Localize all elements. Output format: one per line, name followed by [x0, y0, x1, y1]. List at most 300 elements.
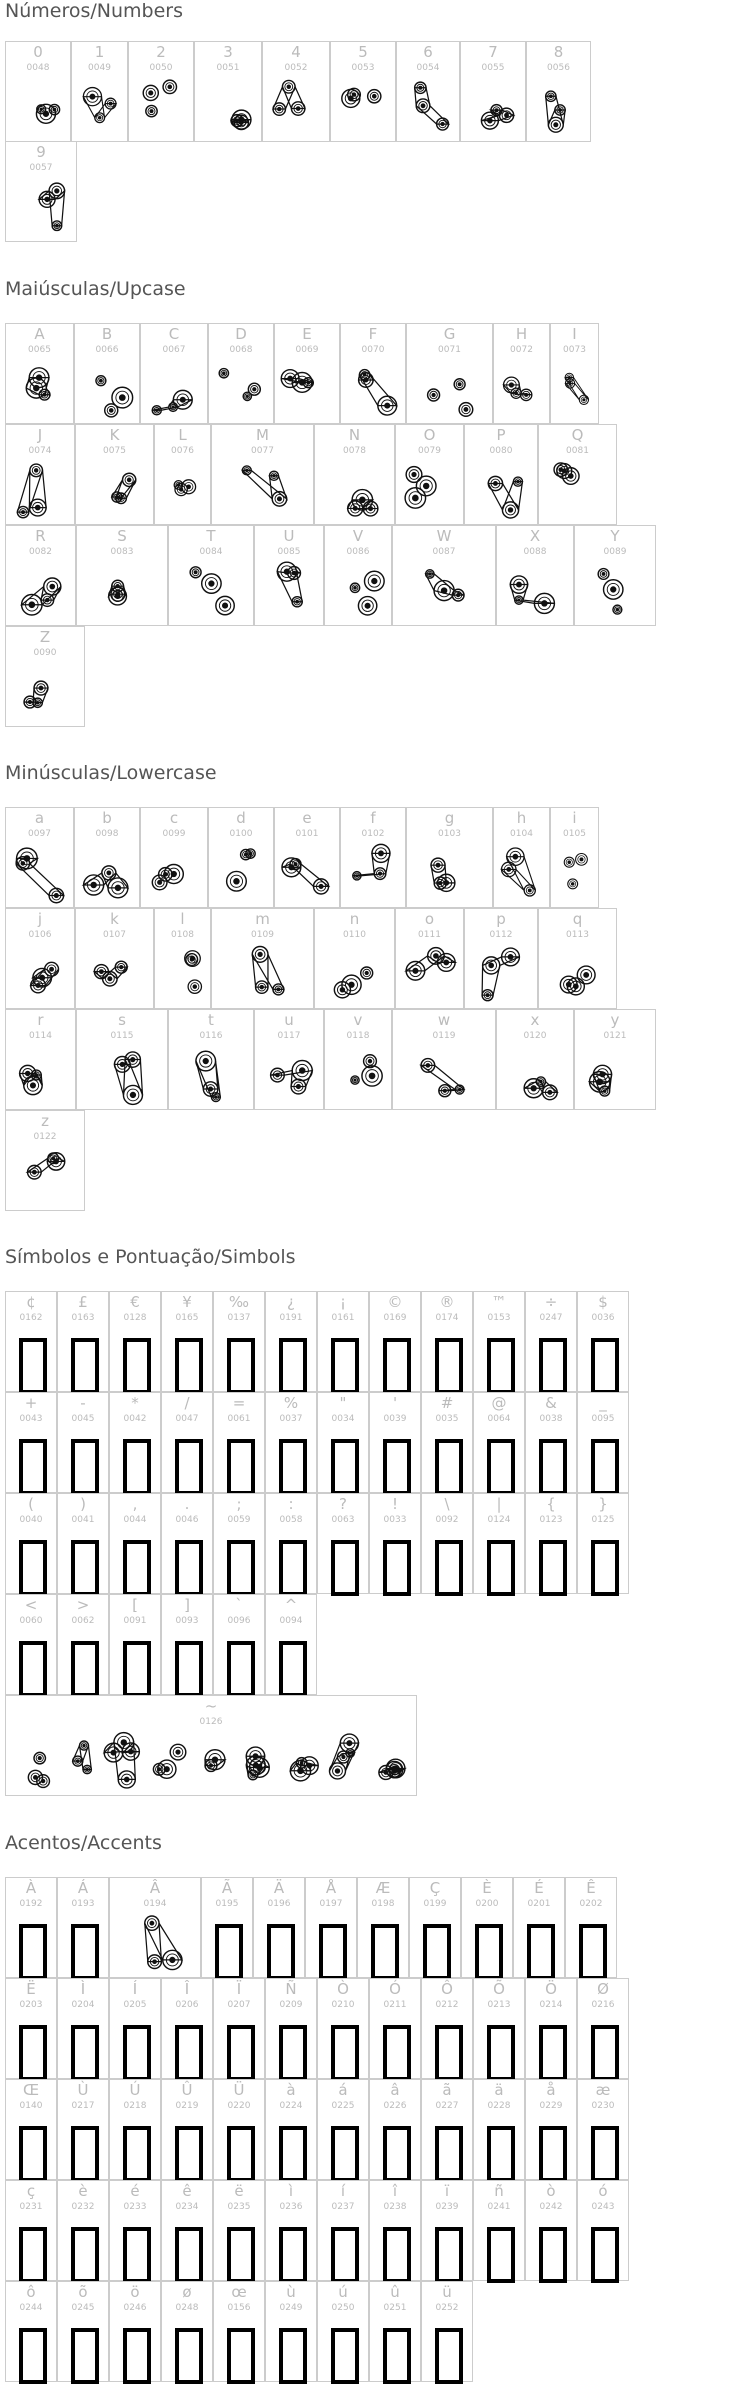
glyph-character: Ü [233, 2081, 245, 2099]
glyph-code: 0076 [171, 446, 194, 456]
missing-glyph-box [123, 1338, 151, 1394]
glyph-cell [525, 1392, 577, 1493]
glyph-code: 0247 [539, 1313, 563, 1323]
glyph-character: ø [182, 2283, 192, 2301]
missing-glyph-box [175, 1338, 203, 1394]
glyph-code: 0091 [123, 1616, 147, 1626]
glyph-code: 0037 [279, 1414, 303, 1424]
pulley-glyph-icon [6, 1145, 84, 1207]
glyph-cell [461, 1877, 513, 1978]
glyph-cell [305, 1877, 357, 1978]
glyph-character: Ó [389, 1980, 401, 1998]
glyph-code: 0156 [227, 2303, 251, 2313]
missing-glyph-box [227, 2126, 255, 2182]
glyph-cell [538, 424, 617, 525]
glyph-code: 0043 [19, 1414, 43, 1424]
missing-glyph-box [591, 1540, 619, 1596]
glyph-cell [369, 1493, 421, 1594]
glyph-code: 0048 [26, 63, 50, 73]
glyph-code: 0099 [162, 829, 186, 839]
glyph-character: ö [130, 2283, 140, 2301]
pulley-glyph-icon [6, 76, 70, 138]
glyph-code: 0209 [279, 2000, 303, 2010]
glyph-character: V [352, 527, 364, 545]
glyph-code: 0046 [175, 1515, 199, 1525]
missing-glyph-box [383, 2126, 411, 2182]
glyph-code: 0039 [383, 1414, 407, 1424]
section-title: Acentos/Accents [5, 1832, 162, 1854]
missing-glyph-box [591, 2227, 619, 2283]
glyph-code: 0113 [566, 930, 589, 940]
glyph-code: 0205 [123, 2000, 147, 2010]
pulley-glyph-icon [393, 1044, 495, 1106]
glyph-character: r [37, 1011, 44, 1029]
glyph-cell [74, 323, 140, 424]
glyph-code: 0115 [110, 1031, 134, 1041]
missing-glyph-box [19, 1439, 47, 1495]
glyph-cell [253, 1877, 305, 1978]
glyph-code: 0120 [523, 1031, 547, 1041]
glyph-code: 0245 [71, 2303, 95, 2313]
glyph-character: ã [442, 2081, 452, 2099]
glyph-cell [464, 424, 538, 525]
missing-glyph-box [487, 2227, 515, 2283]
pulley-glyph-icon [497, 1044, 573, 1106]
glyph-cell [265, 2180, 317, 2281]
missing-glyph-box [175, 2227, 203, 2283]
glyph-character: Z [39, 628, 51, 646]
glyph-cell [396, 41, 460, 142]
pulley-glyph-icon [575, 1044, 655, 1106]
glyph-cell [493, 323, 550, 424]
glyph-cell [265, 1978, 317, 2079]
glyph-character: g [444, 809, 455, 827]
pulley-glyph-icon [396, 943, 463, 1005]
glyph-character: j [37, 910, 43, 928]
glyph-code: 0095 [591, 1414, 615, 1424]
glyph-cell [421, 1392, 473, 1493]
glyph-code: 0090 [33, 648, 57, 658]
missing-glyph-box [71, 2328, 99, 2384]
pulley-glyph-icon [6, 842, 73, 904]
glyph-code: 0110 [343, 930, 366, 940]
glyph-cell [369, 1291, 421, 1392]
glyph-cell [421, 1493, 473, 1594]
pulley-glyph-icon [539, 943, 616, 1005]
glyph-code: 0042 [123, 1414, 147, 1424]
glyph-cell [75, 424, 154, 525]
glyph-character: ñ [494, 2182, 504, 2200]
glyph-code: 0194 [143, 1899, 167, 1909]
missing-glyph-box [19, 2227, 47, 2283]
pulley-glyph-icon [77, 1044, 167, 1106]
glyph-character: í [340, 2182, 346, 2200]
missing-glyph-box [227, 2227, 255, 2283]
glyph-character: ) [80, 1495, 86, 1513]
glyph-cell [406, 807, 493, 908]
glyph-code: 0079 [418, 446, 441, 456]
glyph-code: 0220 [227, 2101, 251, 2111]
glyph-cell [76, 1009, 168, 1110]
glyph-character: z [41, 1112, 49, 1130]
glyph-cell [213, 2079, 265, 2180]
glyph-cell [314, 908, 395, 1009]
glyph-character: ¿ [287, 1293, 295, 1311]
glyph-cell [254, 525, 324, 626]
pulley-glyph-icon [465, 459, 537, 521]
glyph-character: b [102, 809, 112, 827]
glyph-cell [5, 626, 85, 727]
glyph-cell [213, 2281, 265, 2382]
glyph-code: 0041 [71, 1515, 95, 1525]
glyph-cell [369, 1392, 421, 1493]
missing-glyph-box [383, 1439, 411, 1495]
glyph-code: 0137 [227, 1313, 251, 1323]
pulley-glyph-icon [75, 358, 139, 420]
glyph-character: s [118, 1011, 126, 1029]
glyph-character: æ [595, 2081, 611, 2099]
glyph-cell [392, 1009, 496, 1110]
glyph-cell [265, 1291, 317, 1392]
glyph-cell [213, 1392, 265, 1493]
pulley-glyph-icon [6, 1044, 75, 1106]
missing-glyph-box [19, 2126, 47, 2182]
missing-glyph-box [539, 2126, 567, 2182]
glyph-character: K [109, 426, 120, 444]
missing-glyph-box [527, 1924, 555, 1980]
glyph-code: 0108 [171, 930, 194, 940]
glyph-code: 0111 [418, 930, 441, 940]
glyph-character: B [101, 325, 113, 343]
missing-glyph-box [279, 1641, 307, 1697]
glyph-code: 0218 [123, 2101, 147, 2111]
glyph-code: 0234 [175, 2202, 199, 2212]
missing-glyph-box [279, 2126, 307, 2182]
glyph-cell [128, 41, 194, 142]
missing-glyph-box [435, 2227, 463, 2283]
glyph-code: 0054 [416, 63, 440, 73]
glyph-cell [109, 2079, 161, 2180]
glyph-code: 0126 [199, 1717, 223, 1727]
glyph-code: 0085 [277, 547, 301, 557]
glyph-character: Î [184, 1980, 190, 1998]
pulley-glyph-icon [141, 842, 207, 904]
glyph-cell [317, 1291, 369, 1392]
glyph-character: ¥ [182, 1293, 192, 1311]
pulley-glyph-icon [397, 76, 459, 138]
glyph-cell [213, 1978, 265, 2079]
missing-glyph-box [591, 1338, 619, 1394]
glyph-cell [574, 1009, 656, 1110]
glyph-cell [161, 1392, 213, 1493]
glyph-cell [565, 1877, 617, 1978]
glyph-cell [57, 2281, 109, 2382]
glyph-cell [525, 2079, 577, 2180]
glyph-cell [213, 1493, 265, 1594]
glyph-character: D [235, 325, 247, 343]
glyph-character: 4 [291, 43, 301, 61]
glyph-character: Œ [22, 2081, 40, 2099]
glyph-cell [57, 1877, 109, 1978]
glyph-code: 0034 [331, 1414, 355, 1424]
missing-glyph-box [227, 1439, 255, 1495]
glyph-code: 0250 [331, 2303, 355, 2313]
glyph-character: Ø [597, 1980, 609, 1998]
missing-glyph-box [487, 1439, 515, 1495]
glyph-character: . [184, 1495, 190, 1513]
glyph-cell [5, 1291, 57, 1392]
glyph-cell [330, 41, 396, 142]
glyph-character: ^ [284, 1596, 298, 1614]
missing-glyph-box [71, 2227, 99, 2283]
missing-glyph-box [539, 1540, 567, 1596]
glyph-character: F [368, 325, 378, 343]
missing-glyph-box [539, 1439, 567, 1495]
glyph-code: 0165 [175, 1313, 199, 1323]
glyph-code: 0103 [438, 829, 461, 839]
glyph-cell [57, 1594, 109, 1695]
glyph-cell [5, 1493, 57, 1594]
glyph-character: W [436, 527, 452, 545]
glyph-code: 0233 [123, 2202, 147, 2212]
glyph-cell [109, 1594, 161, 1695]
glyph-character: á [338, 2081, 348, 2099]
glyph-code: 0191 [279, 1313, 303, 1323]
glyph-character: Õ [493, 1980, 505, 1998]
glyph-code: 0059 [227, 1515, 251, 1525]
glyph-character: # [440, 1394, 454, 1412]
pulley-glyph-icon [169, 1044, 253, 1106]
pulley-glyph-icon [497, 560, 573, 622]
pulley-glyph-icon [72, 76, 127, 138]
pulley-glyph-icon [315, 943, 394, 1005]
pulley-glyph-icon [129, 76, 193, 138]
pulley-glyph-icon [6, 1730, 416, 1792]
glyph-cell [395, 424, 464, 525]
glyph-code: 0106 [28, 930, 52, 940]
missing-glyph-box [435, 2126, 463, 2182]
glyph-character: < [24, 1596, 38, 1614]
pulley-glyph-icon [6, 560, 75, 622]
glyph-cell [473, 1493, 525, 1594]
glyph-cell [109, 1291, 161, 1392]
glyph-code: 0199 [423, 1899, 447, 1909]
glyph-code: 0112 [489, 930, 513, 940]
glyph-character: 1 [94, 43, 105, 61]
glyph-cell [161, 1493, 213, 1594]
glyph-code: 0248 [175, 2303, 199, 2313]
glyph-cell [274, 807, 340, 908]
glyph-character: ó [598, 2182, 608, 2200]
pulley-glyph-icon [275, 358, 339, 420]
glyph-character: ¡ [339, 1293, 346, 1311]
glyph-code: 0086 [346, 547, 370, 557]
glyph-cell [5, 1110, 85, 1211]
glyph-character: l [180, 910, 185, 928]
glyph-character: ~ [204, 1697, 218, 1715]
glyph-code: 0202 [579, 1899, 603, 1909]
glyph-cell [314, 424, 395, 525]
pulley-glyph-icon [494, 358, 549, 420]
glyph-character: x [530, 1011, 540, 1029]
glyph-character: ; [236, 1495, 242, 1513]
glyph-character: œ [231, 2283, 247, 2301]
pulley-glyph-icon [325, 560, 391, 622]
glyph-code: 0124 [487, 1515, 511, 1525]
missing-glyph-box [227, 2328, 255, 2384]
missing-glyph-box [539, 2227, 567, 2283]
glyph-character: ç [26, 2182, 36, 2200]
pulley-glyph-icon [255, 560, 323, 622]
glyph-cell [57, 1978, 109, 2079]
glyph-cell [213, 2180, 265, 2281]
glyph-cell [5, 525, 76, 626]
glyph-code: 0064 [487, 1414, 511, 1424]
glyph-cell [161, 1291, 213, 1392]
glyph-code: 0200 [475, 1899, 499, 1909]
glyph-character: U [283, 527, 295, 545]
missing-glyph-box [71, 2025, 99, 2081]
glyph-character: À [25, 1879, 37, 1897]
glyph-cell [324, 525, 392, 626]
glyph-character: + [24, 1394, 38, 1412]
missing-glyph-box [175, 1439, 203, 1495]
glyph-code: 0056 [547, 63, 570, 73]
glyph-cell [421, 1291, 473, 1392]
glyph-code: 0119 [432, 1031, 456, 1041]
glyph-code: 0153 [487, 1313, 511, 1323]
pulley-glyph-icon [195, 76, 261, 138]
glyph-character: È [482, 1879, 492, 1897]
missing-glyph-box [123, 2227, 151, 2283]
glyph-cell [161, 2281, 213, 2382]
glyph-code: 0057 [29, 163, 53, 173]
glyph-code: 0074 [28, 446, 52, 456]
missing-glyph-box [123, 2328, 151, 2384]
glyph-code: 0163 [71, 1313, 95, 1323]
glyph-cell [57, 1392, 109, 1493]
missing-glyph-box [71, 1924, 99, 1980]
missing-glyph-box [279, 2328, 307, 2384]
glyph-code: 0118 [346, 1031, 370, 1041]
glyph-character: = [232, 1394, 246, 1412]
glyph-code: 0066 [95, 345, 119, 355]
glyph-cell [577, 2180, 629, 2281]
pulley-glyph-icon [209, 842, 273, 904]
glyph-character: - [80, 1394, 86, 1412]
glyph-cell [109, 1493, 161, 1594]
glyph-cell [5, 41, 71, 142]
glyph-character: J [37, 426, 43, 444]
missing-glyph-box [267, 1924, 295, 1980]
glyph-code: 0226 [383, 2101, 407, 2111]
missing-glyph-box [435, 2025, 463, 2081]
glyph-cell [317, 1392, 369, 1493]
glyph-code: 0094 [279, 1616, 303, 1626]
glyph-character: é [130, 2182, 140, 2200]
glyph-code: 0047 [175, 1414, 199, 1424]
glyph-cell [57, 2180, 109, 2281]
pulley-glyph-icon [331, 76, 395, 138]
glyph-code: 0071 [438, 345, 461, 355]
glyph-cell [464, 908, 538, 1009]
missing-glyph-box [383, 1338, 411, 1394]
missing-glyph-box [227, 1338, 255, 1394]
glyph-cell [265, 2281, 317, 2382]
glyph-cell [5, 1978, 57, 2079]
glyph-code: 0036 [591, 1313, 615, 1323]
glyph-cell [5, 2180, 57, 2281]
glyph-character: ä [494, 2081, 504, 2099]
glyph-code: 0058 [279, 1515, 303, 1525]
pulley-glyph-icon [539, 459, 616, 521]
glyph-code: 0213 [487, 2000, 511, 2010]
pulley-glyph-icon [315, 459, 394, 521]
pulley-glyph-icon [76, 943, 153, 1005]
missing-glyph-box [383, 1540, 411, 1596]
glyph-code: 0216 [591, 2000, 615, 2010]
glyph-character: ? [339, 1495, 347, 1513]
missing-glyph-box [383, 2328, 411, 2384]
glyph-character: X [529, 527, 541, 545]
glyph-character: Å [325, 1879, 337, 1897]
missing-glyph-box [487, 2126, 515, 2182]
glyph-cell [5, 323, 74, 424]
glyph-code: 0049 [88, 63, 111, 73]
glyph-code: 0192 [19, 1899, 43, 1909]
glyph-code: 0052 [284, 63, 308, 73]
glyph-code: 0128 [123, 1313, 147, 1323]
pulley-glyph-icon [110, 1912, 200, 1974]
glyph-character: h [516, 809, 527, 827]
glyph-code: 0080 [489, 446, 513, 456]
missing-glyph-box [175, 1540, 203, 1596]
glyph-code: 0230 [591, 2101, 615, 2111]
glyph-character: 7 [488, 43, 498, 61]
glyph-character: % [283, 1394, 299, 1412]
glyph-character: q [572, 910, 583, 928]
glyph-cell [369, 2281, 421, 2382]
pulley-glyph-icon [212, 459, 313, 521]
glyph-character: Ä [273, 1879, 285, 1897]
glyph-character: Â [149, 1879, 161, 1897]
glyph-code: 0116 [199, 1031, 223, 1041]
glyph-code: 0198 [371, 1899, 395, 1909]
missing-glyph-box [331, 1338, 359, 1394]
glyph-character: d [236, 809, 246, 827]
glyph-cell [395, 908, 464, 1009]
pulley-glyph-icon [494, 842, 549, 904]
glyph-character: à [286, 2081, 296, 2099]
missing-glyph-box [227, 1641, 255, 1697]
glyph-cell [5, 1392, 57, 1493]
glyph-character: { [546, 1495, 556, 1513]
missing-glyph-box [19, 2025, 47, 2081]
glyph-code: 0238 [383, 2202, 407, 2212]
glyph-code: 0174 [435, 1313, 459, 1323]
glyph-code: 0084 [199, 547, 223, 557]
pulley-glyph-icon [155, 943, 210, 1005]
glyph-character: | [496, 1495, 502, 1513]
section-title: Minúsculas/Lowercase [5, 762, 217, 784]
missing-glyph-box [423, 1924, 451, 1980]
glyph-code: 0072 [510, 345, 533, 355]
glyph-cell [208, 807, 274, 908]
pulley-glyph-icon [407, 842, 492, 904]
glyph-cell [208, 323, 274, 424]
glyph-code: 0069 [295, 345, 319, 355]
pulley-glyph-icon [275, 842, 339, 904]
